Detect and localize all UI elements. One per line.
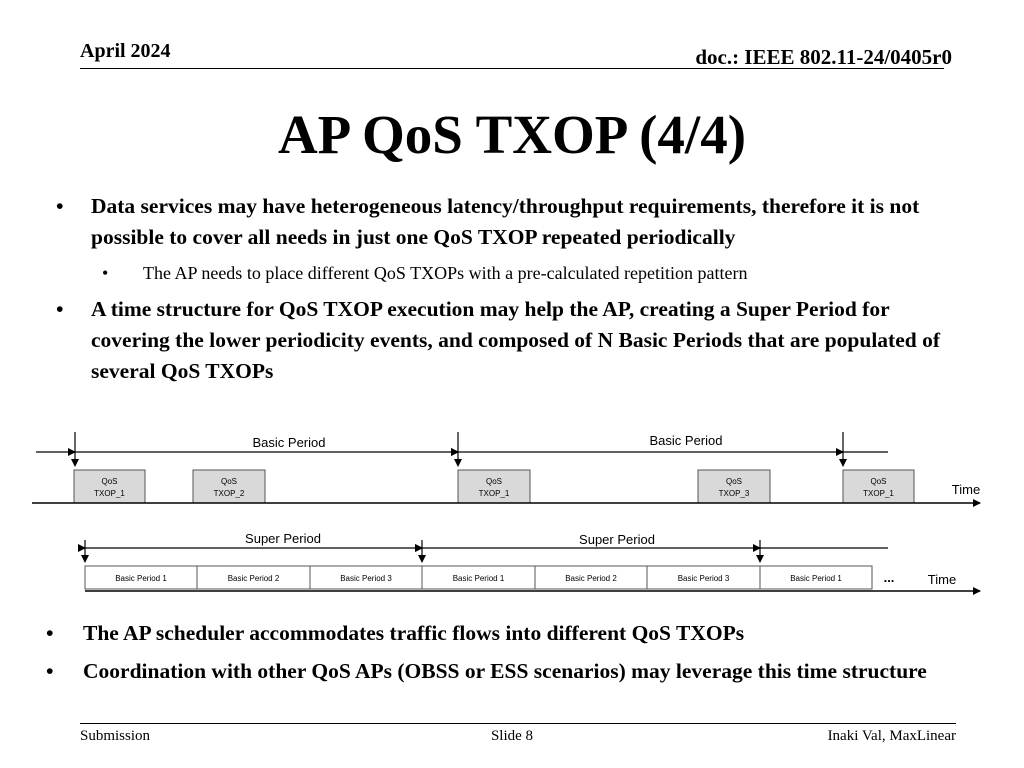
txop-box xyxy=(843,470,914,503)
txop-box-line2: TXOP_1 xyxy=(478,489,510,498)
basic-period-cell: Basic Period 3 xyxy=(340,574,392,583)
txop-box-line1: QoS xyxy=(101,477,118,486)
bottom-bullet-list xyxy=(46,618,956,694)
basic-period-cell: Basic Period 2 xyxy=(565,574,617,583)
time-label: Time xyxy=(951,482,981,497)
sub-bullet-text: The AP needs to place different QoS TXOPs with a pre-calculated repetition pattern xyxy=(143,263,748,283)
footer-divider xyxy=(80,723,956,724)
header-date: April 2024 xyxy=(80,40,171,62)
bullet-text: Data services may have heterogeneous latency/throughput requirements, therefore it is not possible to cover all needs in just one QoS TXOP repeated periodically xyxy=(91,194,920,249)
time-label: Time xyxy=(927,572,957,587)
bullet-scheduler xyxy=(46,618,956,649)
txop-box xyxy=(193,470,265,503)
basic-period-cell: Basic Period 1 xyxy=(790,574,842,583)
basic-period-cell: Basic Period 1 xyxy=(452,574,505,583)
bullet-text: The AP scheduler accommodates traffic flows into different QoS TXOPs xyxy=(83,621,745,645)
ellipsis: ... xyxy=(883,570,895,585)
txop-box-line2: TXOP_1 xyxy=(863,489,894,498)
txop-box-line1: QoS xyxy=(725,477,743,486)
txop-box xyxy=(74,470,145,503)
bullet-glyph: • xyxy=(46,659,54,683)
txop-box-line1: QoS xyxy=(870,477,887,486)
basic-period-label: Basic Period xyxy=(252,435,326,450)
header-doc-id: doc.: IEEE 802.11-24/0405r0 xyxy=(695,45,952,69)
basic-period-cell: Basic Period 1 xyxy=(115,574,167,583)
footer-slide-number: Slide 8 xyxy=(490,728,534,744)
txop-box-line2: TXOP_2 xyxy=(213,489,245,498)
txop-box-line1: QoS xyxy=(220,477,238,486)
txop-box-line2: TXOP_3 xyxy=(718,489,750,498)
txop-box-line2: TXOP_1 xyxy=(94,489,125,498)
bullet-glyph: • xyxy=(46,621,54,645)
bullet-glyph: • xyxy=(56,297,64,321)
basic-period-cells xyxy=(85,566,872,589)
footer-author: Inaki Val, MaxLinear xyxy=(827,728,956,744)
slide-title: AP QoS TXOP (4/4) xyxy=(277,104,747,165)
basic-period-cell: Basic Period 2 xyxy=(227,574,280,583)
basic-period-label: Basic Period xyxy=(649,433,723,448)
txop-box-line1: QoS xyxy=(485,477,503,486)
super-period-label: Super Period xyxy=(579,532,655,547)
bullet-glyph: • xyxy=(56,194,64,218)
txop-box xyxy=(698,470,770,503)
bullet-text: Coordination with other QoS APs (OBSS or ESS scenarios) may leverage this time structure xyxy=(83,659,927,683)
bullet-text: A time structure for QoS TXOP execution may help the AP, creating a Super Period for covering the lower periodicity events, and composed of N Basic Periods that are populated of several QoS TXOPs xyxy=(91,297,940,383)
super-period-label: Super Period xyxy=(245,531,321,546)
bullet-glyph: • xyxy=(102,263,109,283)
bullet-coordination xyxy=(46,656,956,687)
basic-period-cell: Basic Period 3 xyxy=(677,574,730,583)
txop-box xyxy=(458,470,530,503)
footer-submission: Submission xyxy=(80,728,151,744)
